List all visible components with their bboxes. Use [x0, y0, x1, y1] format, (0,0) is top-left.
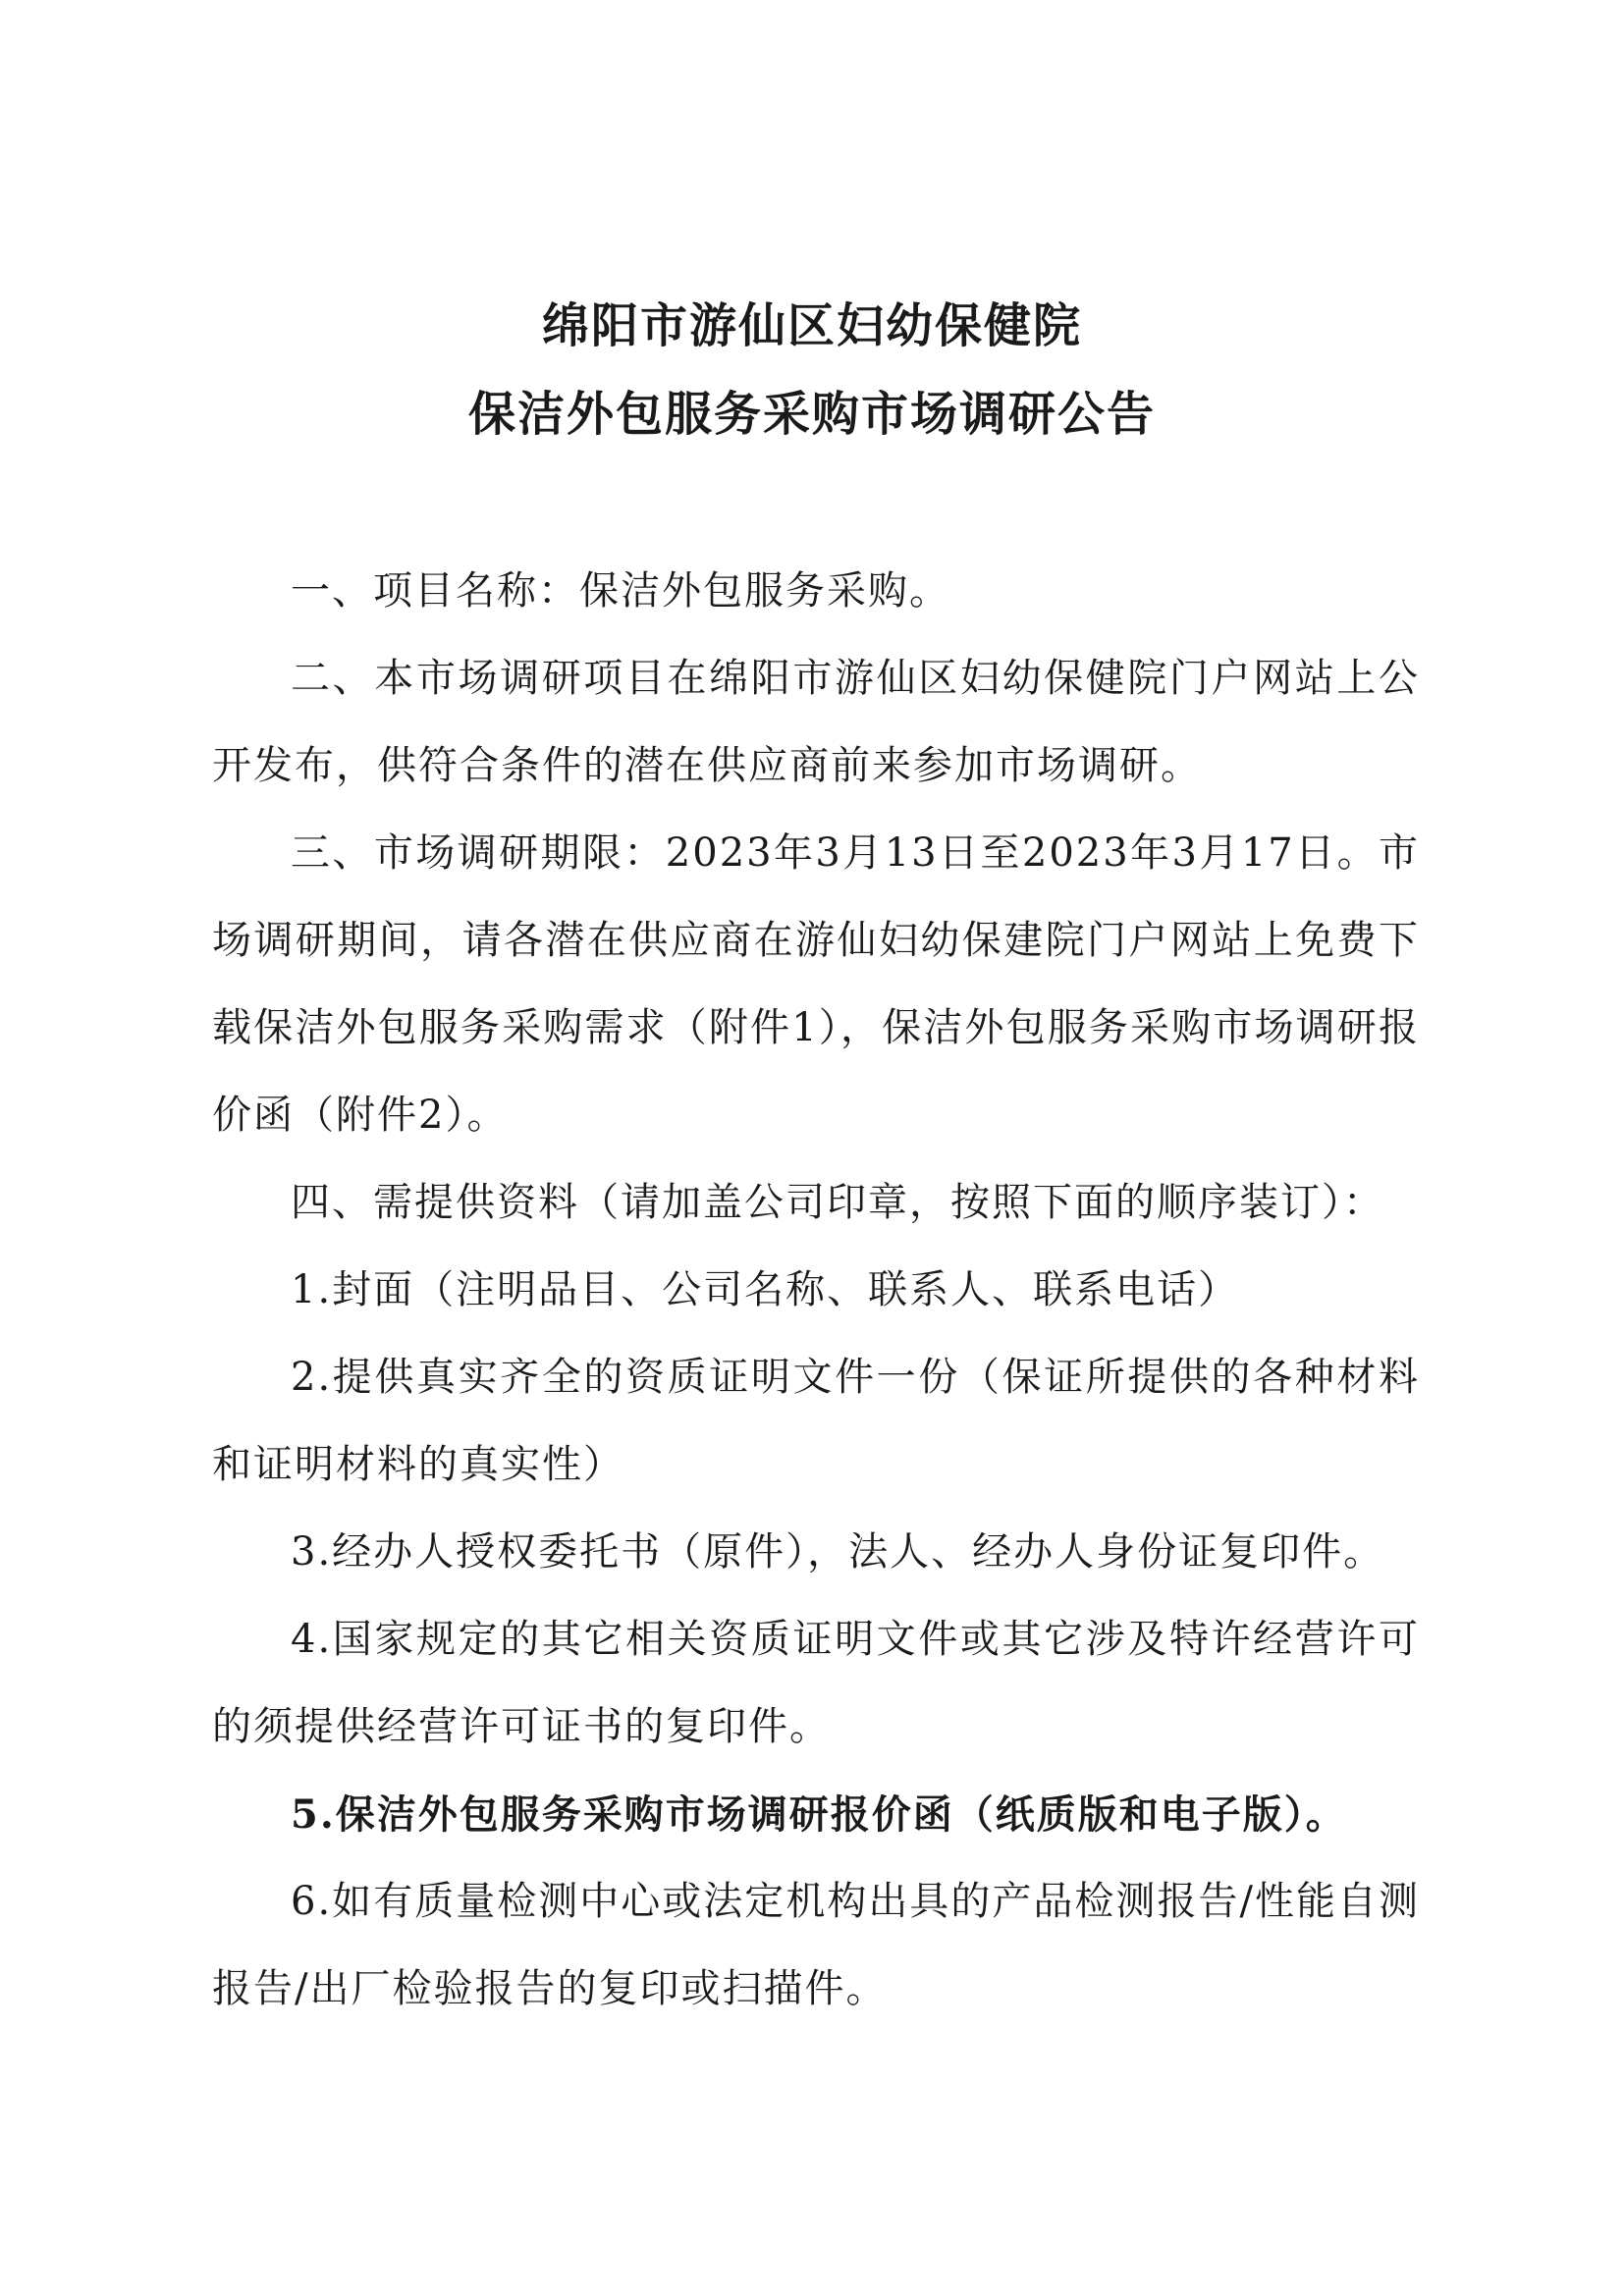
list-item-authorization: 3.经办人授权委托书（原件），法人、经办人身份证复印件。: [291, 1529, 1385, 1575]
paragraph-research-period: 三、市场调研期限：2023年3月13日至2023年3月17日。市场调研期间，请各潜在供应商在游仙妇幼保建院门户网站上免费下载保洁外包服务采购需求（附件1），保洁外包服务采购市场调研报价函（附件2）。: [212, 830, 1420, 1138]
list-item-quotation: 5.保洁外包服务采购市场调研报价函（纸质版和电子版）。: [291, 1791, 1347, 1838]
list-item-qualification-docs: 2.提供真实齐全的资质证明文件一份（保证所提供的各种材料和证明材料的真实性）: [212, 1355, 1420, 1487]
list-item-test-reports: 6.如有质量检测中心或法定机构出具的产品检测报告/性能自测报告/出厂检验报告的复印或扫描件。: [212, 1879, 1420, 2011]
list-item-cover: 1.封面（注明品目、公司名称、联系人、联系电话）: [291, 1267, 1240, 1312]
document-body: [212, 548, 1420, 2033]
list-item-licenses: 4.国家规定的其它相关资质证明文件或其它涉及特许经营许可的须提供经营许可证书的复印件。: [212, 1617, 1420, 1749]
paragraph-project-name: 一、项目名称：保洁外包服务采购。: [291, 568, 950, 614]
document-title-line2: 保洁外包服务采购市场调研公告: [467, 387, 1156, 442]
paragraph-required-materials: 四、需提供资料（请加盖公司印章，按照下面的顺序装订）：: [291, 1180, 1384, 1225]
document-title-line1: 绵阳市游仙区妇幼保健院: [541, 298, 1082, 353]
paragraph-publication: 二、本市场调研项目在绵阳市游仙区妇幼保健院门户网站上公开发布，供符合条件的潜在供应商前来参加市场调研。: [212, 656, 1420, 788]
